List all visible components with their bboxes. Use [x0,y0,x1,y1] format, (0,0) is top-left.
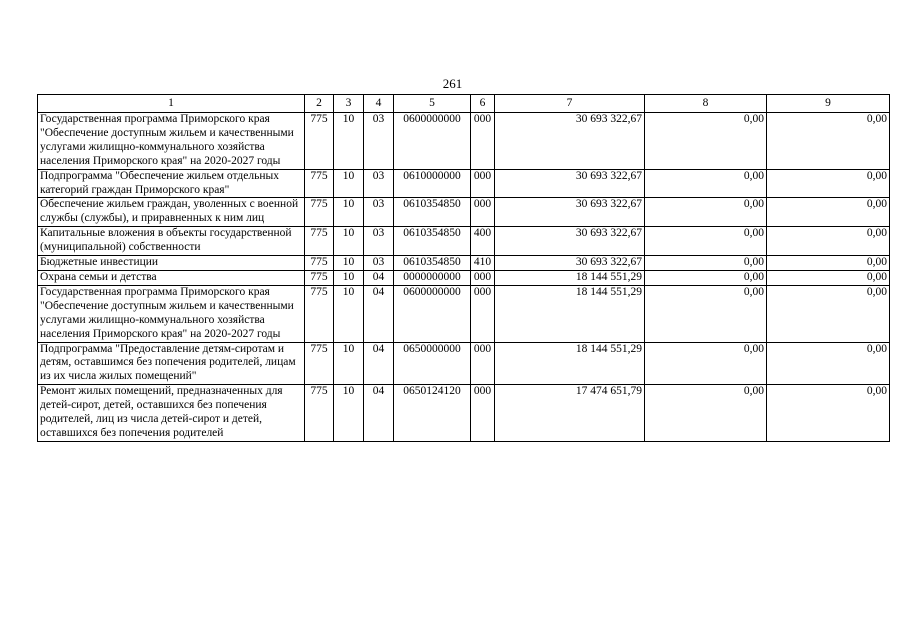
cell-section: 10 [334,342,364,385]
cell-target-article: 0650124120 [394,385,471,442]
cell-amount-9: 0,00 [767,270,890,285]
row-name: Обеспечение жильем граждан, уволенных с военной службы (службы), и приравненных к ним лиц [38,198,305,227]
cell-expense-type: 400 [471,227,495,256]
cell-subsection: 04 [364,342,394,385]
cell-amount-8: 0,00 [645,198,767,227]
cell-amount-8: 0,00 [645,342,767,385]
cell-section: 10 [334,285,364,342]
cell-amount-7: 30 693 322,67 [495,169,645,198]
cell-amount-7: 30 693 322,67 [495,113,645,170]
cell-amount-8: 0,00 [645,385,767,442]
cell-subsection: 03 [364,198,394,227]
cell-ministry: 775 [305,285,334,342]
header-cell: 7 [495,95,645,113]
header-cell: 6 [471,95,495,113]
cell-target-article: 0600000000 [394,285,471,342]
cell-amount-7: 30 693 322,67 [495,227,645,256]
table-row [38,270,890,285]
table-row [38,227,890,256]
cell-target-article: 0610354850 [394,198,471,227]
cell-ministry: 775 [305,342,334,385]
cell-target-article: 0610000000 [394,169,471,198]
cell-section: 10 [334,113,364,170]
header-cell: 8 [645,95,767,113]
cell-expense-type: 000 [471,342,495,385]
cell-ministry: 775 [305,113,334,170]
cell-amount-9: 0,00 [767,113,890,170]
cell-amount-9: 0,00 [767,385,890,442]
header-cell: 5 [394,95,471,113]
cell-subsection: 03 [364,113,394,170]
header-cell: 2 [305,95,334,113]
cell-amount-8: 0,00 [645,227,767,256]
cell-section: 10 [334,256,364,271]
table-row [38,198,890,227]
cell-subsection: 03 [364,169,394,198]
cell-amount-8: 0,00 [645,113,767,170]
table-row [38,342,890,385]
cell-amount-7: 18 144 551,29 [495,285,645,342]
cell-target-article: 0650000000 [394,342,471,385]
cell-amount-9: 0,00 [767,342,890,385]
cell-amount-9: 0,00 [767,169,890,198]
cell-section: 10 [334,227,364,256]
row-name: Государственная программа Приморского края "Обеспечение доступным жильем и качественными услугами жилищно-коммунального хозяйства населения Приморского края" на 2020-2027 годы [38,285,305,342]
cell-section: 10 [334,169,364,198]
row-name: Подпрограмма "Обеспечение жильем отдельных категорий граждан Приморского края" [38,169,305,198]
cell-expense-type: 410 [471,256,495,271]
cell-expense-type: 000 [471,270,495,285]
row-name: Бюджетные инвестиции [38,256,305,271]
cell-amount-8: 0,00 [645,285,767,342]
cell-expense-type: 000 [471,285,495,342]
table-row [38,256,890,271]
cell-ministry: 775 [305,256,334,271]
cell-amount-8: 0,00 [645,256,767,271]
table-row [38,385,890,442]
cell-section: 10 [334,198,364,227]
cell-target-article: 0610354850 [394,256,471,271]
cell-amount-9: 0,00 [767,227,890,256]
page-number: 261 [442,76,463,91]
row-name: Государственная программа Приморского края "Обеспечение доступным жильем и качественными услугами жилищно-коммунального хозяйства населения Приморского края" на 2020-2027 годы [38,113,305,170]
cell-subsection: 04 [364,270,394,285]
cell-expense-type: 000 [471,169,495,198]
header-row [38,95,890,113]
cell-subsection: 04 [364,285,394,342]
cell-amount-7: 30 693 322,67 [495,256,645,271]
row-name: Капитальные вложения в объекты государственной (муниципальной) собственности [38,227,305,256]
header-cell: 9 [767,95,890,113]
cell-target-article: 0000000000 [394,270,471,285]
cell-section: 10 [334,270,364,285]
header-cell: 3 [334,95,364,113]
cell-ministry: 775 [305,385,334,442]
table-row [38,169,890,198]
cell-amount-7: 18 144 551,29 [495,270,645,285]
cell-amount-9: 0,00 [767,285,890,342]
header-cell: 4 [364,95,394,113]
table-row [38,113,890,170]
cell-amount-7: 30 693 322,67 [495,198,645,227]
table-row [38,285,890,342]
cell-target-article: 0610354850 [394,227,471,256]
row-name: Подпрограмма "Предоставление детям-сиротам и детям, оставшимся без попечения родителей, лицам из их числа жилых помещений" [38,342,305,385]
cell-expense-type: 000 [471,385,495,442]
row-name: Ремонт жилых помещений, предназначенных для детей-сирот, детей, оставшихся без попечения родителей, лиц из числа детей-сирот и детей, оставшихся без попечения родителей [38,385,305,442]
cell-amount-7: 17 474 651,79 [495,385,645,442]
cell-expense-type: 000 [471,198,495,227]
cell-expense-type: 000 [471,113,495,170]
cell-amount-8: 0,00 [645,270,767,285]
cell-subsection: 04 [364,385,394,442]
cell-amount-7: 18 144 551,29 [495,342,645,385]
cell-ministry: 775 [305,270,334,285]
cell-amount-9: 0,00 [767,256,890,271]
cell-amount-8: 0,00 [645,169,767,198]
cell-subsection: 03 [364,227,394,256]
cell-section: 10 [334,385,364,442]
budget-table [37,94,890,442]
cell-ministry: 775 [305,198,334,227]
cell-ministry: 775 [305,169,334,198]
cell-ministry: 775 [305,227,334,256]
row-name: Охрана семьи и детства [38,270,305,285]
header-cell: 1 [38,95,305,113]
cell-amount-9: 0,00 [767,198,890,227]
cell-target-article: 0600000000 [394,113,471,170]
cell-subsection: 03 [364,256,394,271]
